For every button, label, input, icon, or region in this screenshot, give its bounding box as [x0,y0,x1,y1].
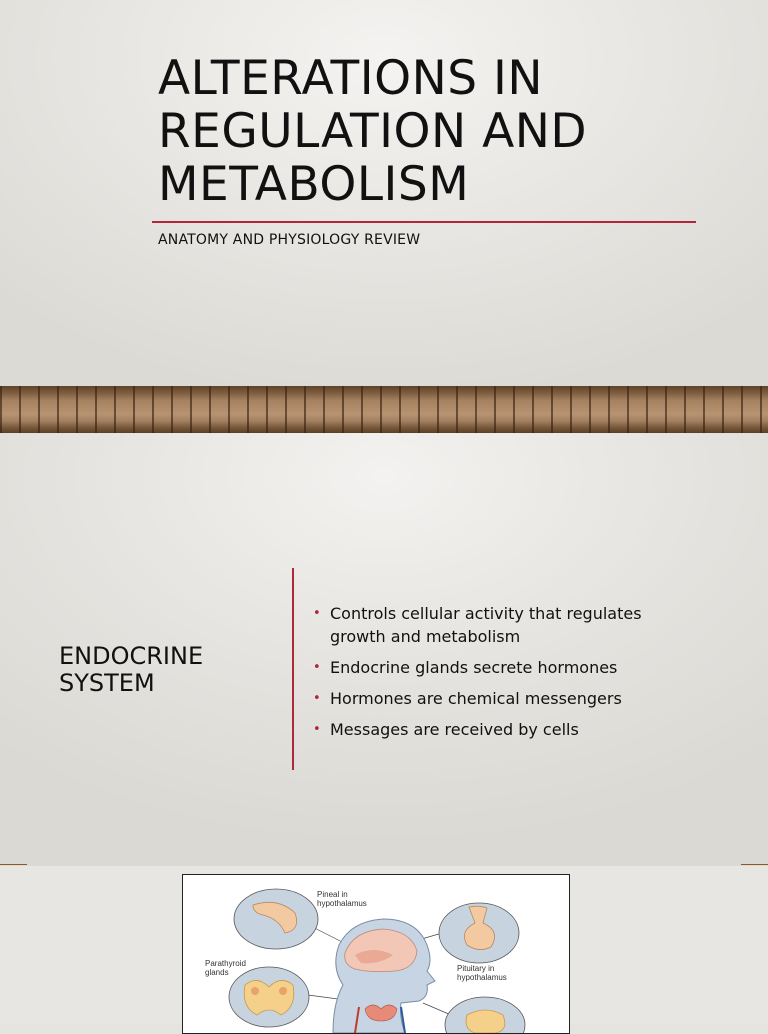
title-slide [0,0,768,386]
section-heading: ENDOCRINE SYSTEM [59,642,204,697]
title-divider [152,221,696,223]
bullet-icon: • [313,606,321,621]
list-item [313,602,673,648]
slide-edge-line-right [741,864,768,865]
slide-subtitle: ANATOMY AND PHYSIOLOGY REVIEW [158,232,421,248]
bullet-icon: • [313,660,321,675]
list-item [313,656,673,679]
vertical-divider [292,568,294,770]
label-pineal-line1: Pineal in [317,890,348,899]
label-parathyroid-line1: Parathyroid [205,959,246,968]
bullet-text: Messages are received by cells [330,720,579,739]
bullet-icon: • [313,722,321,737]
bullet-text: Hormones are chemical messengers [330,689,622,708]
label-pituitary-line2: hypothalamus [457,973,507,982]
bullet-text: Controls cellular activity that regulates growth and metabolism [330,604,642,646]
endocrine-illustration [183,875,569,1033]
label-pineal-line2: hypothalamus [317,899,367,908]
slide-title: ALTERATIONS IN REGULATION AND METABOLISM [158,51,588,212]
endocrine-figure [182,874,570,1034]
label-parathyroid-line2: glands [205,968,229,977]
wood-floor-band [0,386,768,433]
bullet-text: Endocrine glands secrete hormones [330,658,618,677]
bullet-icon: • [313,691,321,706]
list-item [313,687,673,710]
list-item [313,718,673,741]
bullet-list [313,602,673,749]
label-pituitary-line1: Pituitary in [457,964,495,973]
floor-shading [0,386,768,433]
slide-edge-line-left [0,864,27,865]
